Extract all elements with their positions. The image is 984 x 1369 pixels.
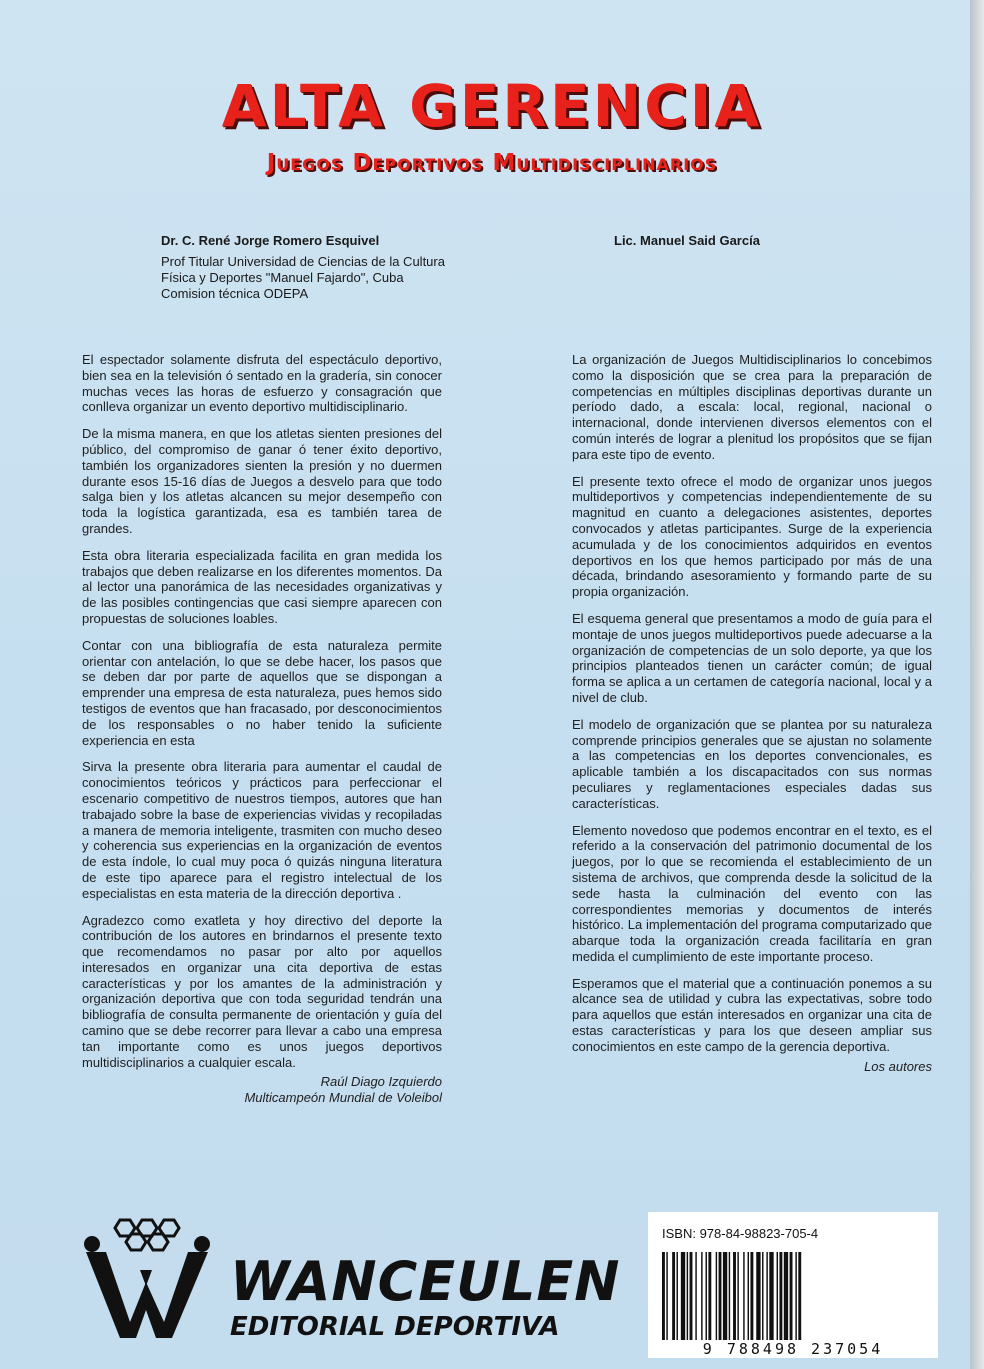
foreword-signature	[82, 1074, 442, 1106]
left-text-column	[82, 352, 442, 1106]
barcode-icon	[658, 1252, 928, 1340]
author-name: Dr. C. René Jorge Romero Esquivel	[161, 233, 380, 248]
publisher-tagline: EDITORIAL DEPORTIVA	[230, 1312, 560, 1342]
author-affiliation: Prof Titular Universidad de Ciencias de la Cultura	[161, 254, 445, 269]
paragraph: Esta obra literaria especializada facilita en gran medida los trabajos que deben realizarse en los diferentes momentos. Da al lector una panorámica de las necesidades organizativas y de las posibles contingencias que casi siempre aparecen con propuestas de soluciones loables.	[82, 547, 442, 626]
author-affiliation: Comision técnica ODEPA	[161, 286, 309, 301]
paragraph: Sirva la presente obra literaria para aumentar el caudal de conocimientos teóricos y prácticos para perfeccionar el escenario competitivo de nuestros tiempos, autores que han trabajado sobre la base de experiencias vividas y recopiladas a manera de memoria inteligente, trasmiten con mucho deseo y coherencia sus experiencias en la organización de eventos de esta índole, lo cual muy poca ó quizás ninguna literatura de este tipo aparece para el registro intelectual de los especialistas en esta materia de la dirección deportiva .	[82, 759, 442, 901]
isbn-text: ISBN: 978-84-98823-705-4	[662, 1226, 819, 1241]
author-block-1	[161, 233, 581, 302]
barcode-digits: 9 788498 237054	[702, 1340, 884, 1358]
publisher-name: WANCEULEN	[230, 1250, 621, 1313]
paragraph: Esperamos que el material que a continuación ponemos a su alcance sea de utilidad y cubra las expectativas, sobre todo para aquellos que están interesados en organizar una cita de estas características y para los que deseen ampliar sus conocimientos en este campo de la gerencia deportiva.	[572, 975, 932, 1054]
author-affiliation: Física y Deportes "Manuel Fajardo", Cuba	[161, 270, 404, 285]
book-subtitle: Juegos Deportivos Multidisciplinarios	[266, 150, 718, 176]
book-spine-edge	[970, 0, 984, 1369]
signature-title: Multicampeón Mundial de Voleibol	[244, 1090, 442, 1106]
wanceulen-emblem-icon	[80, 1212, 230, 1342]
paragraph: Contar con una bibliografía de esta naturaleza permite orientar con antelación, lo que se debe hacer, los pasos que se deben dar por parte de aquellos que se dispongan a emprender una empresa de esta naturaleza, pues hemos sido testigos de eventos que han fracasado, por desconocimientos de los responsables o no haber tenido la suficiente experiencia en esta	[82, 637, 442, 748]
barcode-label	[648, 1212, 938, 1358]
author-block-2	[614, 233, 894, 254]
paragraph: El esquema general que presentamos a modo de guía para el montaje de unos juegos multideportivos puede adecuarse a la organización de competencias de un solo deporte, ya que los principios planteados tienen un carácter común; de igual forma se aplica a un certamen de categoría nacional, local y a nivel de club.	[572, 610, 932, 705]
paragraph: El presente texto ofrece el modo de organizar unos juegos multideportivos y competencias independientemente de su magnitud en cuanto a delegaciones asistentes, deportes convocados y atletas participantes. Surge de la experiencia acumulada y de los conocimientos adquiridos en eventos deportivos en los que hemos participado por más de una década, brindando asesoramiento y formando parte de su propia organización.	[572, 473, 932, 600]
paragraph: Agradezco como exatleta y hoy directivo del deporte la contribución de los autores en brindarnos el presente texto que recomendamos no pasar por alto por aquellos interesados en organizar una cita deportiva de estas características y por los amantes de la administración y organización deportiva que con toda seguridad tendrán una bibliografía de consulta permanente de orientación y guía del camino que se debe recorrer para llevar a cabo una empresa tan importante como es unos juegos deportivos multidisciplinarios a cualquier escala.	[82, 912, 442, 1070]
publisher-logo	[80, 1212, 621, 1342]
paragraph: El espectador solamente disfruta del espectáculo deportivo, bien sea en la televisión ó sentado en la gradería, sin conocer muchas veces las horas de esfuerzo y consagración que conlleva organizar un evento deportivo multidisciplinario.	[82, 352, 442, 415]
authors-signature: Los autores	[864, 1058, 932, 1074]
right-text-column	[572, 352, 932, 1075]
paragraph: Elemento novedoso que podemos encontrar en el texto, es el referido a la conservación del patrimonio documental de los juegos, por lo que se recomienda el establecimiento de un sistema de archivos, que comprenda desde la solicitud de la sede hasta la culminación del evento con las correspondientes memorias y documentos de interés histórico. La implementación del programa computarizado que abarque toda la organización creada facilitaría en gran medida el cumplimiento de este importante proceso.	[572, 822, 932, 964]
paragraph: De la misma manera, en que los atletas sienten presiones del público, del compromiso de ganar ó tener éxito deportivo, también los organizadores sienten la presión y no duermen durante esos 15-16 días de Juegos a desvelo para que todo salga bien y los atletas alcancen su mejor desempeño con toda la logística garantizada, esa es también tarea de grandes.	[82, 426, 442, 536]
paragraph: El modelo de organización que se plantea por su naturaleza comprende principios generales que se ajustan no solamente a las competencias en los deportes convencionales, es aplicable también a los discapacitados con sus normas peculiares y reglamentaciones especiales dadas sus características.	[572, 716, 932, 811]
paragraph: La organización de Juegos Multidisciplinarios lo concebimos como la disposición que se crea para la preparación de competencias en múltiples disciplinas deportivas durante un período dado, a escala: local, regional, nacional o internacional, donde intervienen diversos elementos con el común interés de lograr a plenitud los propósitos que se fijan para este tipo de evento.	[572, 352, 932, 462]
signature-name: Raúl Diago Izquierdo	[320, 1074, 442, 1090]
book-title: ALTA GERENCIA	[221, 72, 763, 140]
author-name: Lic. Manuel Said García	[614, 233, 760, 248]
